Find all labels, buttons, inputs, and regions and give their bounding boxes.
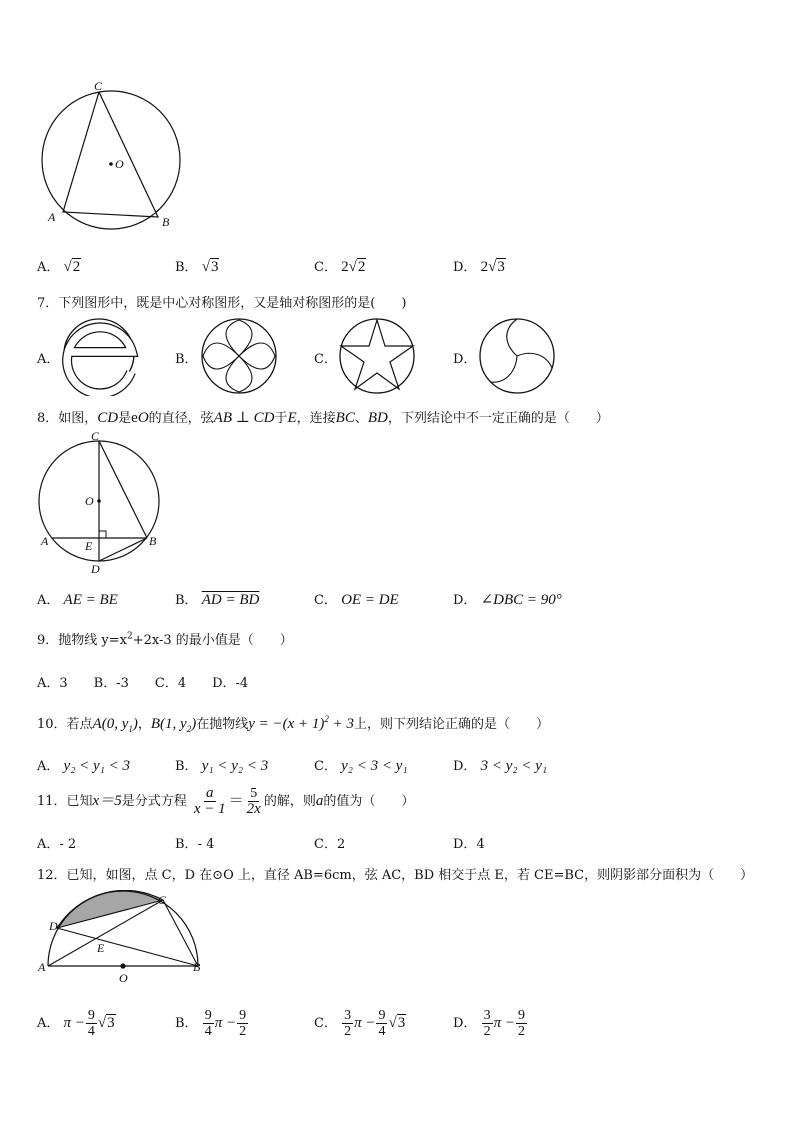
q8-option-d: D． ∠DBC = 90° [453,592,562,608]
label-a: A [41,534,49,548]
q6-option-a: A． √2 [37,259,81,275]
label-o: O [119,971,128,985]
q8-text: 8．如图，CD是eO的直径，弦AB ⊥ CD于E，连接BC、BD，下列结论中不一定正确的是（ ） [37,410,609,426]
label-c: C [158,893,167,907]
label-e: E [97,941,105,955]
triskelion-in-circle-icon [476,316,558,396]
q12-option-c: C． $\frac{3}{2}$ π − $\frac{9}{4}$ √3 [314,1008,406,1039]
q6-option-d: D． 2√3 [453,259,505,275]
q11-option-a: A．- 2 [37,837,77,852]
q7-label-a: A． [37,352,60,367]
q10-option-b: B． y₁ < y₂ < 3 [175,758,269,774]
label-a: A [48,210,56,224]
q7-label-c: C． [314,352,337,367]
q11-option-b: B．- 4 [175,837,215,852]
q12-option-b: B． $\frac{9}{4}$ π − $\frac{9}{2}$ [175,1008,247,1039]
label-c: C [94,79,103,93]
q11-option-c: C．2 [314,837,346,852]
q11-text: 11．已知x＝5是分式方程 $\frac{a}{x - 1}$ ＝ $\frac{5}{2x}$ 的解，则a的值为（ ） [37,785,415,817]
q7-label-b: B． [175,352,198,367]
star-in-circle-icon [337,316,417,396]
q9-text: 9．抛物线 $y=x^2+2x-3$ 的最小值是（ ） [37,631,293,648]
q10-option-c: C． y₂ < 3 < y₁ [314,758,408,774]
q8-option-a: A． AE = BE [37,592,118,608]
label-b: B [149,534,157,548]
q10-text: 10．若点A(0, $y_1$)，B(1, $y_2$)在抛物线$y = -(x + 1)^2 + 3$上，则下列结论正确的是（ ） [37,714,550,734]
q9-options: A．3 B．-3 C．4 D．-4 [37,676,249,691]
four-petal-flower-in-circle-icon [199,316,279,396]
q10-option-d: D． 3 < y₂ < y₁ [453,758,548,774]
label-a: A [38,960,46,974]
q11-option-d: D．4 [453,837,485,852]
q8-option-b: B． AD = BD [175,592,260,608]
q7-label-d: D． [453,352,477,367]
q12-option-d: D． $\frac{3}{2}$ π − $\frac{9}{2}$ [453,1008,525,1039]
label-o: O [85,494,94,508]
label-e: E [85,539,93,553]
q12-text: 12．已知，如图，点 C，D 在⊙O 上，直径 AB=6cm，弦 AC，BD 相交于点 E，若 CE=BC，则阴影部分面积为（ ） [37,868,754,883]
q10-option-a: A． y₂ < y₁ < 3 [37,758,131,774]
q6-option-b: B． √3 [175,259,219,275]
q7-text: 7．下列图形中，既是中心对称图形，又是轴对称图形的是( ) [37,296,407,311]
q12-semicircle-figure [35,890,205,985]
label-o: O [115,157,124,171]
label-d: D [91,562,100,576]
q12-option-a: A． π − $\frac{9}{4}$ √3 [37,1008,115,1039]
q8-circle-figure [35,428,165,578]
label-b: B [162,215,170,229]
q6-circle-figure [35,75,190,235]
q6-option-c: C． 2√2 [314,259,366,275]
label-d: D [49,919,58,933]
letter-e-in-circle-icon [61,316,141,396]
q8-option-c: C． OE = DE [314,592,399,608]
label-c: C [91,429,100,443]
label-b: B [193,960,201,974]
